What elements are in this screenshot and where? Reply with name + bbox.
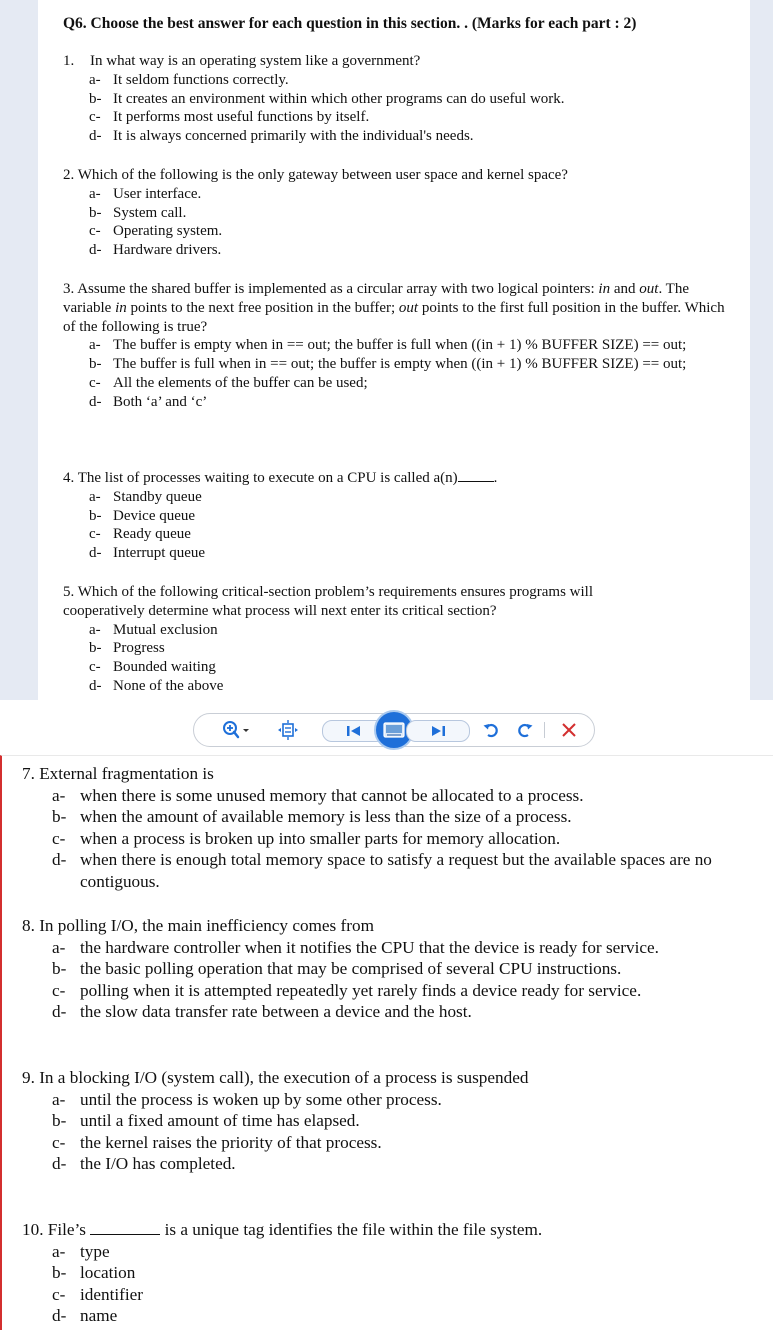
option-list	[63, 621, 663, 696]
question-7	[22, 763, 773, 893]
option-list	[63, 336, 733, 411]
option-d: d- when there is enough total memory space to satisfy a request but the available spaces are no contiguous.	[52, 850, 712, 891]
option-a: a- It seldom functions correctly.	[89, 71, 289, 88]
option-list	[22, 937, 773, 1023]
option-list	[22, 1089, 773, 1175]
question-number: 1.	[63, 53, 75, 69]
section-heading: Q6. Choose the best answer for each question in this section. . (Marks for each part : 2)	[63, 15, 637, 32]
option-c: c- when a process is broken up into smaller parts for memory allocation.	[52, 828, 561, 848]
option-a: a- Standby queue	[89, 488, 202, 505]
question-number: 4.	[63, 470, 75, 486]
option-list	[63, 185, 733, 260]
zoom-in-icon	[221, 720, 251, 740]
option-d: d- name	[52, 1306, 118, 1326]
question-stem	[22, 1067, 773, 1089]
question-number: 3.	[63, 281, 75, 297]
delete-button[interactable]	[556, 714, 582, 746]
option-d: d- Both ‘a’ and ‘c’	[89, 393, 208, 410]
option-c: c- identifier	[52, 1284, 143, 1304]
option-c: c- polling when it is attempted repeatedly yet rarely finds a device ready for service.	[52, 980, 642, 1000]
question-stem	[63, 583, 663, 621]
answer-blank	[90, 1233, 160, 1235]
question-number: 7.	[22, 764, 35, 783]
option-a: a- until the process is woken up by some other process.	[52, 1089, 442, 1109]
option-d: d- It is always concerned primarily with the individual's needs.	[89, 128, 474, 145]
delete-icon	[561, 722, 577, 738]
question-1	[63, 52, 733, 146]
option-c: c- All the elements of the buffer can be used;	[89, 374, 368, 391]
option-d: d- Interrupt queue	[89, 545, 206, 562]
question-stem	[22, 1219, 773, 1241]
option-c: c- It performs most useful functions by itself.	[89, 109, 370, 126]
option-a: a- User interface.	[89, 185, 202, 202]
option-b: b- the basic polling operation that may be comprised of several CPU instructions.	[52, 959, 622, 979]
option-c: c- Ready queue	[89, 526, 191, 543]
toolbar-divider	[544, 722, 545, 738]
question-number: 2.	[63, 167, 75, 183]
option-a: a- when there is some unused memory that cannot be allocated to a process.	[52, 785, 584, 805]
question-text: File’s	[47, 1220, 86, 1239]
previous-icon	[344, 723, 364, 739]
option-b: b- It creates an environment within which other programs can do useful work.	[89, 90, 565, 107]
question-stem: 4. The list of processes waiting to execute on a CPU is called a(n) .	[63, 470, 498, 486]
option-d: d- the slow data transfer rate between a device and the host.	[52, 1002, 472, 1022]
question-text: In polling I/O, the main inefficiency comes from	[39, 916, 374, 935]
option-d: d- Hardware drivers.	[89, 242, 222, 259]
question-stem	[63, 166, 733, 185]
question-text: External fragmentation is	[39, 764, 214, 783]
viewer-toolbar	[193, 713, 595, 747]
question-text: The list of processes waiting to execute on a CPU is called a(n)	[77, 470, 458, 486]
rotate-clockwise-button[interactable]	[512, 714, 538, 746]
zoom-in-button[interactable]	[216, 714, 256, 746]
option-b: b- when the amount of available memory is less than the size of a process.	[52, 807, 572, 827]
option-c: c- the kernel raises the priority of that process.	[52, 1132, 382, 1152]
option-a: a- Mutual exclusion	[89, 621, 218, 638]
option-c: c- Bounded waiting	[89, 659, 216, 676]
question-3	[63, 280, 733, 412]
option-list	[22, 1241, 773, 1327]
question-text: In what way is an operating system like a government?	[90, 53, 421, 69]
question-stem	[22, 915, 773, 937]
option-a: a- the hardware controller when it notifies the CPU that the device is ready for service.	[52, 937, 659, 957]
option-b: b- location	[52, 1263, 136, 1283]
option-b: b- Progress	[89, 640, 165, 657]
option-list	[63, 71, 733, 146]
rotate-counterclockwise-button[interactable]	[478, 714, 504, 746]
option-a: a- type	[52, 1241, 110, 1261]
question-number: 10.	[22, 1220, 44, 1239]
question-2	[63, 166, 733, 260]
option-b: b- Device queue	[89, 507, 196, 524]
question-number: 9.	[22, 1068, 35, 1087]
rotate-counterclockwise-icon	[482, 721, 500, 739]
rotate-clockwise-icon	[516, 721, 534, 739]
next-button[interactable]	[406, 720, 470, 742]
next-icon	[428, 723, 448, 739]
question-text: is a unique tag identifies the file within the file system.	[164, 1220, 543, 1239]
actual-size-button[interactable]	[272, 714, 304, 746]
option-b: b- System call.	[89, 204, 187, 221]
option-list	[63, 488, 733, 563]
question-10	[22, 1219, 773, 1327]
option-a: a- The buffer is empty when in == out; the buffer is full when ((in + 1) % BUFFER SIZE) == out;	[89, 337, 687, 354]
actual-size-icon	[276, 720, 300, 740]
question-9	[22, 1067, 773, 1175]
question-text: Which of the following critical-section problem’s requirements ensures programs will cooperatively determine what process will next enter its critical section?	[63, 584, 594, 619]
question-text: Which of the following is the only gateway between user space and kernel space?	[77, 167, 568, 183]
option-d: d- the I/O has completed.	[52, 1154, 236, 1174]
option-b: b- until a fixed amount of time has elapsed.	[52, 1111, 360, 1131]
question-number: 8.	[22, 916, 35, 935]
option-c: c- Operating system.	[89, 223, 223, 240]
option-d: d- None of the above	[89, 677, 224, 694]
question-4	[63, 469, 733, 563]
question-stem	[22, 763, 773, 785]
question-stem	[63, 52, 733, 71]
question-8	[22, 915, 773, 1023]
answer-blank	[458, 480, 494, 482]
slideshow-icon	[382, 720, 406, 740]
option-b: b- The buffer is full when in == out; the buffer is empty when ((in + 1) % BUFFER SIZE) == out;	[89, 356, 687, 373]
option-list	[22, 785, 773, 893]
question-text: In a blocking I/O (system call), the execution of a process is suspended	[39, 1068, 529, 1087]
question-5	[63, 583, 663, 696]
question-number: 5.	[63, 584, 75, 600]
question-stem: 3. Assume the shared buffer is implemented as a circular array with two logical pointers: in and out. The variable in points to the next free position in the buffer; out points to the first full position in the buffer. Which of the following is true?	[63, 281, 725, 335]
